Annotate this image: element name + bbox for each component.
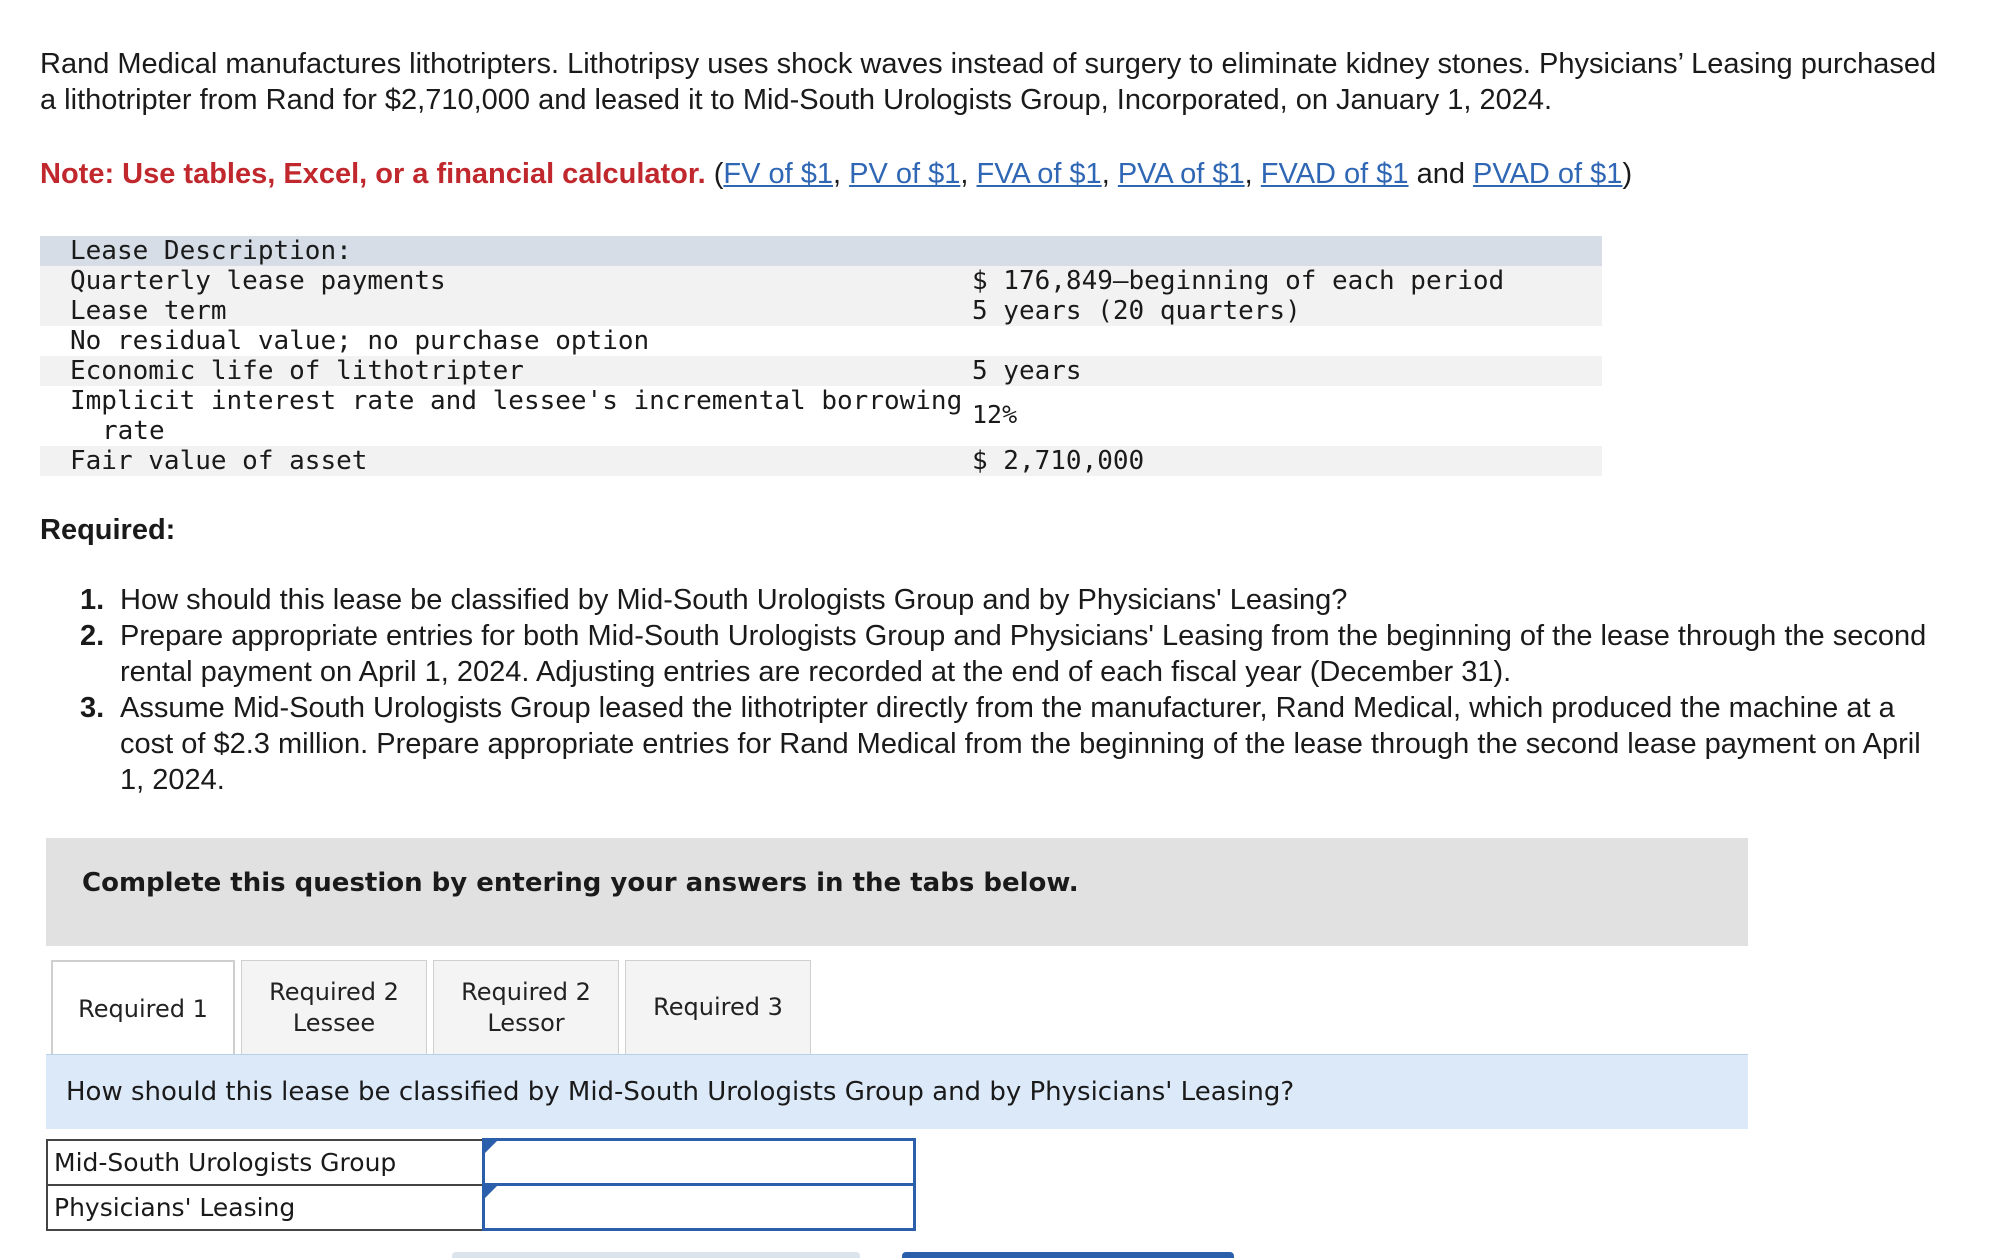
link-pva-of-1[interactable]: PVA of $1	[1117, 158, 1245, 190]
lease-row-value: 5 years (20 quarters)	[972, 296, 1301, 326]
required-item	[80, 582, 1950, 618]
lease-row-label-continued: rate	[102, 416, 165, 446]
answer-table	[46, 1138, 916, 1231]
link-and: and	[1408, 158, 1474, 190]
link-separator: ,	[1244, 158, 1261, 190]
question-text: How should this lease be classified by Mid-South Urologists Group and by Physicians' Leasing?	[66, 1077, 1295, 1107]
required-item-text: Prepare appropriate entries for both Mid-South Urologists Group and Physicians' Leasing from the beginning of the lease through the second rental payment on April 1, 2024. Adjusting entries are recorded at the end of each fiscal year (December 31).	[120, 620, 1927, 688]
tab-label: Required 1	[78, 994, 208, 1023]
required-item	[80, 618, 1950, 690]
answer-row	[47, 1140, 915, 1185]
answer-row-label: Physicians' Leasing	[47, 1185, 484, 1230]
lease-row	[40, 326, 1602, 356]
tab-required-3[interactable]	[625, 960, 811, 1054]
lease-row	[40, 296, 1602, 326]
required-item-number: 2.	[80, 620, 105, 652]
answer-row-label: Mid-South Urologists Group	[47, 1140, 484, 1185]
required-item-text: How should this lease be classified by Mid-South Urologists Group and by Physicians' Leasing?	[120, 584, 1348, 616]
link-pvad-of-1[interactable]: PVAD of $1	[1473, 158, 1623, 190]
note-label: Note: Use tables, Excel, or a financial calculator.	[40, 158, 706, 190]
lease-row	[40, 356, 1602, 386]
instructions-banner	[46, 838, 1748, 946]
lease-row-label: Fair value of asset	[70, 446, 368, 476]
lease-row-label: Implicit interest rate and lessee's incremental borrowing	[70, 386, 963, 416]
link-fva-of-1[interactable]: FVA of $1	[976, 158, 1102, 190]
required-heading: Required:	[40, 514, 176, 546]
lease-row-label: Lease term	[70, 296, 227, 326]
tab-required-2-lessee[interactable]	[241, 960, 427, 1054]
tab-required-2-lessor[interactable]	[433, 960, 619, 1054]
lease-row-label: Quarterly lease payments	[70, 266, 446, 296]
lease-row-value: 5 years	[972, 356, 1082, 386]
required-item	[80, 690, 1950, 798]
lease-row	[40, 446, 1602, 476]
lease-row-value: $ 176,849—beginning of each period	[972, 266, 1505, 296]
classification-select[interactable]	[485, 1142, 913, 1182]
previous-button[interactable]	[452, 1252, 860, 1258]
tab-label: Required 2 Lessee	[269, 977, 399, 1037]
required-item-number: 1.	[80, 584, 105, 616]
problem-intro: Rand Medical manufactures lithotripters. Lithotripsy uses shock waves instead of surgery to eliminate kidney stones. Physicians’ Leasing purchased a lithotripter from Rand for $2,710,000 and leased it to Mid-South Urologists Group, Incorporated, on January 1, 2024.	[40, 48, 1937, 116]
instructions-text: Complete this question by entering your answers in the tabs below.	[82, 868, 1079, 898]
lease-description-table	[40, 236, 1602, 476]
answer-row	[47, 1185, 915, 1230]
lease-heading: Lease Description:	[70, 236, 352, 266]
lease-row-value: $ 2,710,000	[972, 446, 1145, 476]
link-fv-of-1[interactable]: FV of $1	[723, 158, 833, 190]
lease-row	[40, 386, 1602, 446]
classification-dropdown-lessor[interactable]	[484, 1185, 915, 1230]
note-line	[40, 156, 1632, 192]
link-separator: ,	[832, 158, 850, 190]
lease-row-value: 12%	[972, 400, 1018, 429]
lease-heading-row	[40, 236, 1602, 266]
link-fvad-of-1[interactable]: FVAD of $1	[1260, 158, 1409, 190]
required-item-number: 3.	[80, 692, 105, 724]
classification-dropdown-lessee[interactable]	[484, 1140, 915, 1185]
tab-label: Required 2 Lessor	[461, 977, 591, 1037]
lease-row-label: Economic life of lithotripter	[70, 356, 524, 386]
tab-label: Required 3	[653, 993, 783, 1021]
required-item-text: Assume Mid-South Urologists Group leased the lithotripter directly from the manufacturer, Rand Medical, which produced the machine at a cost of $2.3 million. Prepare appropriate entries for Rand Medical from the beginning of the lease through the second lease payment on April 1, 2024.	[120, 692, 1921, 796]
link-separator: ,	[1101, 158, 1118, 190]
next-button[interactable]	[902, 1252, 1234, 1258]
tab-required-1[interactable]	[51, 960, 235, 1056]
required-list	[80, 582, 1950, 798]
classification-select[interactable]	[485, 1187, 913, 1227]
note-close-paren: )	[1622, 158, 1633, 190]
link-pv-of-1[interactable]: PV of $1	[849, 158, 961, 190]
lease-row-label: No residual value; no purchase option	[70, 326, 650, 356]
lease-row	[40, 266, 1602, 296]
note-open-paren: (	[705, 158, 724, 190]
link-separator: ,	[960, 158, 977, 190]
question-bar	[46, 1054, 1748, 1129]
